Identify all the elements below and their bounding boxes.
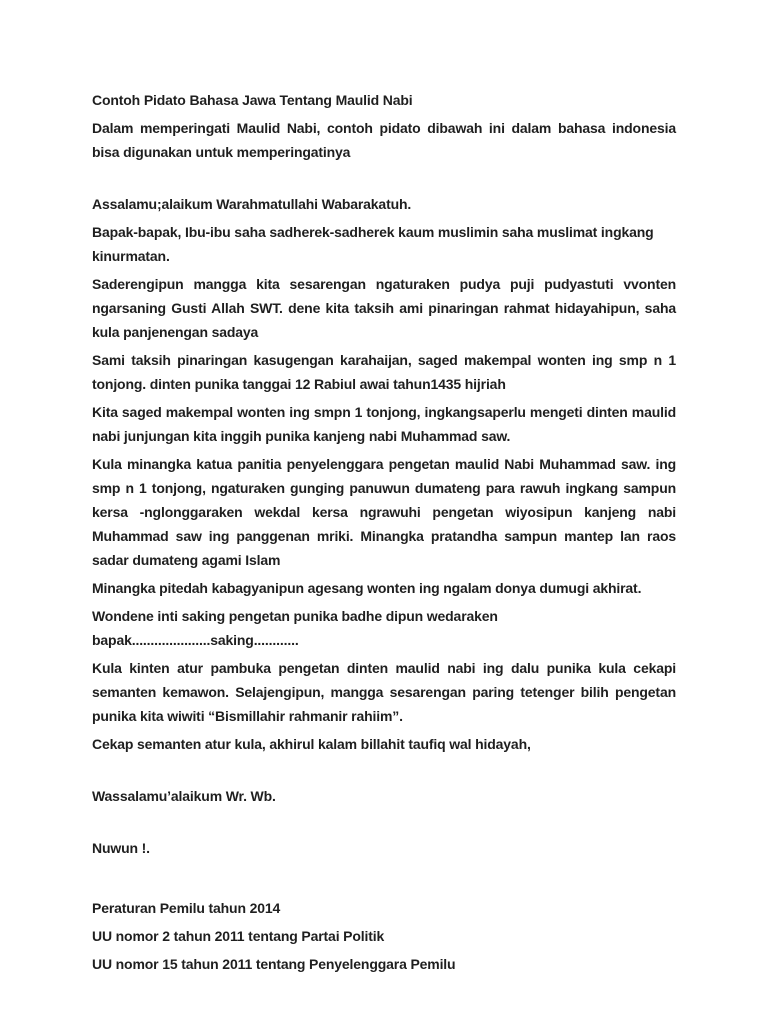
paragraph: Cekap semanten atur kula, akhirul kalam billahit taufiq wal hidayah,	[92, 736, 531, 752]
paragraph: Bapak-bapak, Ibu-ibu saha sadherek-sadherek kaum muslimin saha muslimat ingkang kinurmatan.	[92, 224, 654, 264]
paragraph: Sami taksih pinaringan kasugengan karahaijan, saged makempal wonten ing smp n 1 tonjong. dinten punika tanggai 12 Rabiul awai tahun1435 hijriah	[92, 352, 676, 392]
document-body	[92, 116, 676, 976]
paragraph: Dalam memperingati Maulid Nabi, contoh pidato dibawah ini dalam bahasa indonesia bisa digunakan untuk memperingatinya	[92, 120, 676, 160]
paragraph: Kula kinten atur pambuka pengetan dinten maulid nabi ing dalu punika kula cekapi semanten kemawon. Selajengipun, mangga sesarengan paring tetenger bilih pengetan punika kita wiwiti “Bismillahir rahmanir rahiim”.	[92, 660, 676, 724]
paragraph: Kula minangka katua panitia penyelenggara pengetan maulid Nabi Muhammad saw. ing smp n 1 tonjong, ngaturaken gunging panuwun dumateng para rawuh ingkang sampun kersa -nglonggaraken wekdal kersa ngrawuhi pengetan wiyosipun kanjeng nabi Muhammad saw ing panggenan mriki. Minangka pratandha sampun mantep lan raos sadar dumateng agami Islam	[92, 456, 676, 568]
paragraph: UU nomor 15 tahun 2011 tentang Penyelenggara Pemilu	[92, 956, 456, 972]
document-title: Contoh Pidato Bahasa Jawa Tentang Maulid Nabi	[92, 92, 413, 108]
paragraph: Kita saged makempal wonten ing smpn 1 tonjong, ingkangsaperlu mengeti dinten maulid nabi junjungan kita inggih punika kanjeng nabi Muhammad saw.	[92, 404, 676, 444]
paragraph: Wassalamu’alaikum Wr. Wb.	[92, 788, 276, 804]
paragraph: Peraturan Pemilu tahun 2014	[92, 900, 281, 916]
paragraph: Saderengipun mangga kita sesarengan ngaturaken pudya puji pudyastuti vvonten ngarsaning Gusti Allah SWT. dene kita taksih ami pinaringan rahmat hidayahipun, saha kula panjenengan sadaya	[92, 276, 676, 340]
paragraph: Wondene inti saking pengetan punika badhe dipun wedaraken bapak.....................saking............	[92, 608, 498, 648]
paragraph: Nuwun !.	[92, 840, 150, 856]
paragraph: UU nomor 2 tahun 2011 tentang Partai Politik	[92, 928, 385, 944]
paragraph: Minangka pitedah kabagyanipun agesang wonten ing ngalam donya dumugi akhirat.	[92, 580, 642, 596]
paragraph: Assalamu;alaikum Warahmatullahi Wabarakatuh.	[92, 196, 412, 212]
